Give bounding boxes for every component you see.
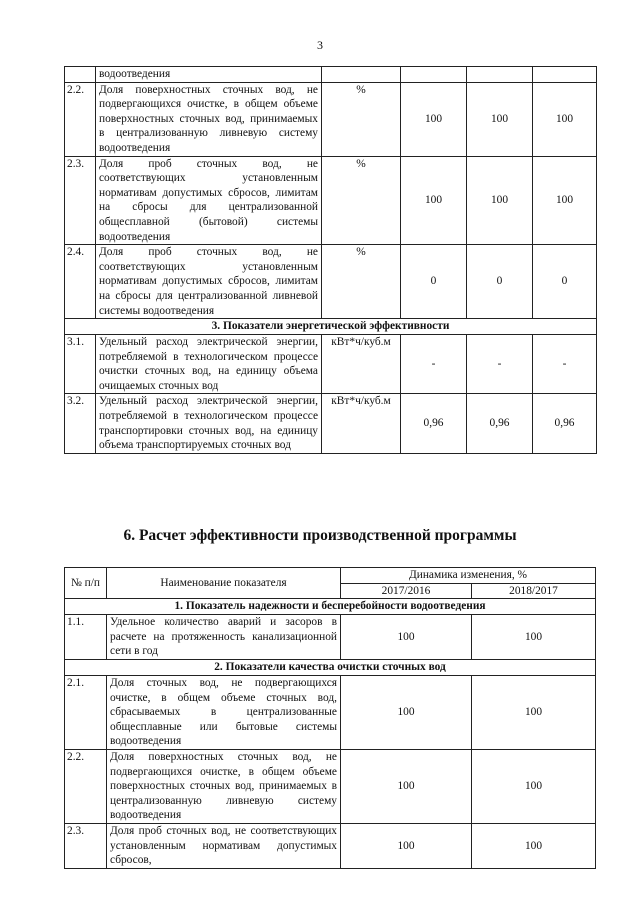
- row-value: 100: [341, 749, 472, 823]
- row-value: 100: [341, 823, 472, 868]
- row-value: 100: [467, 156, 533, 245]
- row-description: Доля поверхностных сточных вод, не подвергающихся очистке, в общем объеме поверхностных сточных вод, принимаемых в централизованную ливневую систему водоотведения: [107, 749, 341, 823]
- indicators-table: [64, 66, 597, 454]
- section-title: 2. Показатели качества очистки сточных вод: [65, 659, 596, 675]
- section-row: [65, 599, 596, 615]
- efficiency-table: [64, 567, 596, 869]
- header-num: № п/п: [65, 568, 107, 599]
- table-row: [65, 823, 596, 868]
- row-value: 100: [341, 675, 472, 749]
- row-number: 2.2.: [65, 82, 96, 156]
- row-value: 0,96: [401, 394, 467, 453]
- row-description: Доля проб сточных вод, не соответствующих установленным нормативам допустимых сбросов, лимитам на сбросы для централизованной ливневой системы водоотведения: [96, 245, 322, 319]
- row-value: [533, 67, 597, 83]
- row-value: 100: [472, 675, 596, 749]
- section-title: 1. Показатель надежности и бесперебойности водоотведения: [65, 599, 596, 615]
- header-col2: 2018/2017: [472, 583, 596, 599]
- section-heading: 6. Расчет эффективности производственной программы: [123, 527, 517, 544]
- section-row: [65, 659, 596, 675]
- row-description: Удельный расход электрической энергии, потребляемой в технологическом процессе транспортировки сточных вод, на единицу объема транспортируемых сточных вод: [96, 394, 322, 453]
- row-description: Доля проб сточных вод, не соответствующих установленным нормативам допустимых сбросов, лимитам на сбросы для централизованной общесплавной (бытовой) системы водоотведения: [96, 156, 322, 245]
- row-value: 0: [533, 245, 597, 319]
- row-value: 100: [533, 82, 597, 156]
- row-number: 3.1.: [65, 335, 96, 394]
- row-number: 2.3.: [65, 823, 107, 868]
- row-unit: %: [322, 82, 401, 156]
- page-number: 3: [317, 38, 323, 52]
- row-number: 2.1.: [65, 675, 107, 749]
- row-unit: кВт*ч/куб.м: [322, 335, 401, 394]
- table-row: [65, 749, 596, 823]
- row-description: Доля проб сточных вод, не соответствующих установленным нормативам допустимых сбросов,: [107, 823, 341, 868]
- row-unit: кВт*ч/куб.м: [322, 394, 401, 453]
- row-value: 0: [401, 245, 467, 319]
- row-value: 100: [472, 823, 596, 868]
- row-unit: %: [322, 245, 401, 319]
- header-dynamics: Динамика изменения, %: [341, 568, 596, 584]
- row-value: -: [401, 335, 467, 394]
- row-description: Удельный расход электрической энергии, потребляемой в технологическом процессе очистки сточных вод, на единицу объема очищаемых сточных вод: [96, 335, 322, 394]
- table-row: [65, 335, 597, 394]
- row-value: -: [467, 335, 533, 394]
- header-name: Наименование показателя: [107, 568, 341, 599]
- table-row: [65, 82, 597, 156]
- row-number: 1.1.: [65, 615, 107, 660]
- row-value: 0: [467, 245, 533, 319]
- row-number: 2.4.: [65, 245, 96, 319]
- row-description: водоотведения: [96, 67, 322, 83]
- row-number: 2.2.: [65, 749, 107, 823]
- row-number: 2.3.: [65, 156, 96, 245]
- row-value: 100: [401, 82, 467, 156]
- row-value: 0,96: [467, 394, 533, 453]
- row-value: 100: [467, 82, 533, 156]
- table-row: [65, 675, 596, 749]
- row-description: Доля сточных вод, не подвергающихся очистке, в общем объеме сточных вод, сбрасываемых в централизованные общесплавные или бытовые системы водоотведения: [107, 675, 341, 749]
- row-value: 0,96: [533, 394, 597, 453]
- header-col1: 2017/2016: [341, 583, 472, 599]
- row-value: 100: [401, 156, 467, 245]
- table-row: [65, 67, 597, 83]
- row-description: Доля поверхностных сточных вод, не подвергающихся очистке, в общем объеме поверхностных сточных вод, принимаемых в централизованную ливневую систему водоотведения: [96, 82, 322, 156]
- row-value: 100: [533, 156, 597, 245]
- row-value: -: [533, 335, 597, 394]
- row-value: [467, 67, 533, 83]
- row-value: [401, 67, 467, 83]
- row-unit: [322, 67, 401, 83]
- table-row: [65, 615, 596, 660]
- table-row: [65, 245, 597, 319]
- row-number: 3.2.: [65, 394, 96, 453]
- table-row: [65, 156, 597, 245]
- row-value: 100: [341, 615, 472, 660]
- table-row: [65, 394, 597, 453]
- section-title: 3. Показатели энергетической эффективности: [65, 319, 597, 335]
- section-row: [65, 319, 597, 335]
- row-value: 100: [472, 749, 596, 823]
- row-description: Удельное количество аварий и засоров в расчете на протяженность канализационной сети в год: [107, 615, 341, 660]
- row-number: [65, 67, 96, 83]
- row-unit: %: [322, 156, 401, 245]
- row-value: 100: [472, 615, 596, 660]
